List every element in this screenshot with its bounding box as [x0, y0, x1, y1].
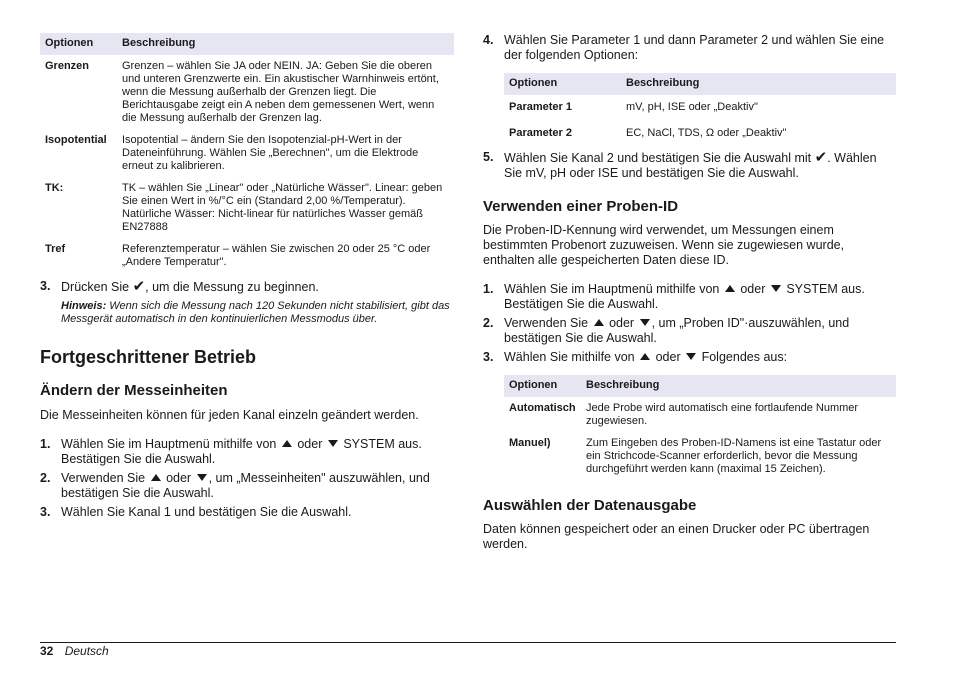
table-row [40, 129, 454, 177]
table-header-row [504, 73, 896, 95]
step-text: Wählen Sie im Hauptmenü mithilfe von [61, 437, 277, 451]
step-number: 2. [483, 316, 494, 330]
table-header-description: Beschreibung [581, 375, 896, 397]
step-2 [40, 471, 454, 501]
step-text: oder [740, 282, 766, 296]
note-text: Wenn sich die Messung nach 120 Sekunden nicht stabilisiert, gibt das Messgerät automatisch in den kontinuierlichen Messmodus über. [61, 300, 450, 325]
table-row [40, 177, 454, 238]
section-title: Fortgeschrittener Betrieb [40, 347, 257, 367]
option-name: Isopotential [45, 134, 107, 146]
step-1 [40, 437, 454, 467]
step-number: 1. [40, 437, 51, 451]
step-text: Wählen Sie Kanal 1 und bestätigen Sie die Auswahl. [61, 505, 352, 519]
table-row [504, 95, 896, 122]
step-text: Verwenden Sie [61, 471, 146, 485]
intro-text: Die Proben-ID-Kennung wird verwendet, um Messungen einem bestimmten Probenort zuzuweisen. Wenn sie zugewiesen wurde, enthalten alle gespeicherten Daten diese ID. [483, 223, 845, 267]
subsection-title: Verwenden einer Proben-ID [483, 198, 679, 215]
arrow-down-icon [640, 319, 650, 326]
step-text: oder [297, 437, 323, 451]
option-name: Grenzen [45, 60, 90, 72]
step-text: oder [655, 350, 681, 364]
table-row [40, 55, 454, 129]
table-header-options: Optionen [40, 33, 117, 55]
step-number: 2. [40, 471, 51, 485]
options-table-2 [504, 73, 896, 144]
option-description: Zum Eingeben des Proben-ID-Namens ist eine Tastatur oder ein Strichcode-Scanner erforderlich, bevor die Messung durchgeführt werden kann (maximal 15 Zeichen). [586, 437, 882, 475]
option-name: Manuel) [509, 437, 551, 449]
page-number: 32 [40, 644, 54, 658]
table-row [504, 122, 896, 144]
step-3 [483, 350, 896, 365]
option-description: TK – wählen Sie „Linear" oder „Natürliche Wässer". Linear: geben Sie einen Wert in %/°C ein (Standard 2,00 %/Temperatur). Natürliche Wässer: Nicht-linear für natürliches Wasser gemäß EN27888 [122, 182, 443, 233]
option-description: Isopotential – ändern Sie den Isopotenzial-pH-Wert in der Dateneinführung. Wählen Sie „Berechnen", um die Elektrode erneut zu kalibrieren. [122, 134, 419, 172]
table-header-options: Optionen [504, 375, 581, 397]
step-number: 3. [40, 279, 51, 293]
arrow-down-icon [328, 440, 338, 447]
note-label: Hinweis: [61, 300, 107, 312]
arrow-up-icon [640, 353, 650, 360]
step-number: 3. [40, 505, 51, 519]
step-text: SYSTEM aus. Bestätigen Sie die Auswahl. [61, 437, 422, 466]
option-description: Grenzen – wählen Sie JA oder NEIN. JA: Geben Sie die oberen und unteren Grenzwerte ein. Ein akustischer Warnhinweis ertönt, wenn die Messung außerhalb der Grenzen liegt. Die Berichtausgabe zeigt ein A neben dem gemessenen Wert, wenn die Messung außerhalb der Grenzen lag. [122, 60, 439, 124]
footer-language: Deutsch [64, 644, 109, 658]
page-footer [40, 644, 109, 658]
arrow-up-icon [725, 285, 735, 292]
option-description: EC, NaCl, TDS, Ω oder „Deaktiv" [626, 127, 787, 139]
step-text: Folgendes aus: [701, 350, 788, 364]
arrow-down-icon [771, 285, 781, 292]
step-text: oder [609, 316, 635, 330]
right-column [483, 33, 896, 552]
table-header-description: Beschreibung [117, 33, 454, 55]
step-number: 5. [483, 150, 494, 164]
step-number: 3. [483, 350, 494, 364]
option-name: Parameter 1 [509, 101, 572, 113]
options-table-3 [504, 375, 896, 480]
arrow-down-icon [686, 353, 696, 360]
option-description: Jede Probe wird automatisch eine fortlaufende Nummer zugewiesen. [586, 402, 859, 427]
step-text: SYSTEM aus. Bestätigen Sie die Auswahl. [504, 282, 865, 311]
step-1 [483, 282, 896, 312]
step-text: , um die Messung zu beginnen. [145, 280, 319, 294]
option-name: Tref [45, 243, 66, 255]
step-text: Wählen Sie im Hauptmenü mithilfe von [504, 282, 720, 296]
table-header-row [40, 33, 454, 55]
check-icon: ✔ [132, 278, 146, 295]
table-row [504, 397, 896, 432]
step-text: Wählen Sie Kanal 2 und bestätigen Sie die Auswahl mit [504, 151, 812, 165]
step-2 [483, 316, 896, 346]
step-3 [40, 505, 454, 520]
arrow-up-icon [282, 440, 292, 447]
option-name: TK: [45, 182, 64, 194]
intro-text: Daten können gespeichert oder an einen Drucker oder PC übertragen werden. [483, 522, 870, 551]
note [40, 300, 454, 326]
step-text: , um „Proben ID"·auszuwählen, und bestätigen Sie die Auswahl. [504, 316, 850, 345]
arrow-up-icon [151, 474, 161, 481]
option-name: Parameter 2 [509, 127, 572, 139]
step-text: oder [166, 471, 192, 485]
step-text: , um „Messeinheiten" auszuwählen, und bestätigen Sie die Auswahl. [61, 471, 430, 500]
option-description: Referenztemperatur – wählen Sie zwischen 20 oder 25 °C oder „Andere Temperatur". [122, 243, 431, 268]
table-row [40, 238, 454, 273]
intro-text: Die Messeinheiten können für jeden Kanal einzeln geändert werden. [40, 408, 419, 422]
step-text: Drücken Sie [61, 280, 130, 294]
step-text: . Wählen Sie mV, pH oder ISE und bestätigen Sie die Auswahl. [504, 151, 877, 180]
arrow-down-icon [197, 474, 207, 481]
table-row [504, 432, 896, 480]
step-text: Wählen Sie Parameter 1 und dann Parameter 2 und wählen Sie eine der folgenden Optionen: [504, 33, 885, 62]
step-3-start-measurement [40, 279, 454, 295]
option-name: Automatisch [509, 402, 576, 414]
subsection-title: Auswählen der Datenausgabe [483, 497, 697, 514]
step-5 [483, 150, 896, 181]
options-table-1 [40, 33, 454, 273]
left-column [40, 33, 454, 520]
step-text: Verwenden Sie [504, 316, 589, 330]
step-number: 1. [483, 282, 494, 296]
step-number: 4. [483, 33, 494, 47]
table-header-row [504, 375, 896, 397]
arrow-up-icon [594, 319, 604, 326]
option-description: mV, pH, ISE oder „Deaktiv" [626, 101, 758, 113]
table-header-options: Optionen [504, 73, 621, 95]
check-icon: ✔ [814, 149, 828, 166]
step-text: Wählen Sie mithilfe von [504, 350, 635, 364]
step-4 [483, 33, 896, 63]
footer-divider [40, 642, 896, 643]
table-header-description: Beschreibung [621, 73, 896, 95]
subsection-title: Ändern der Messeinheiten [40, 382, 228, 399]
